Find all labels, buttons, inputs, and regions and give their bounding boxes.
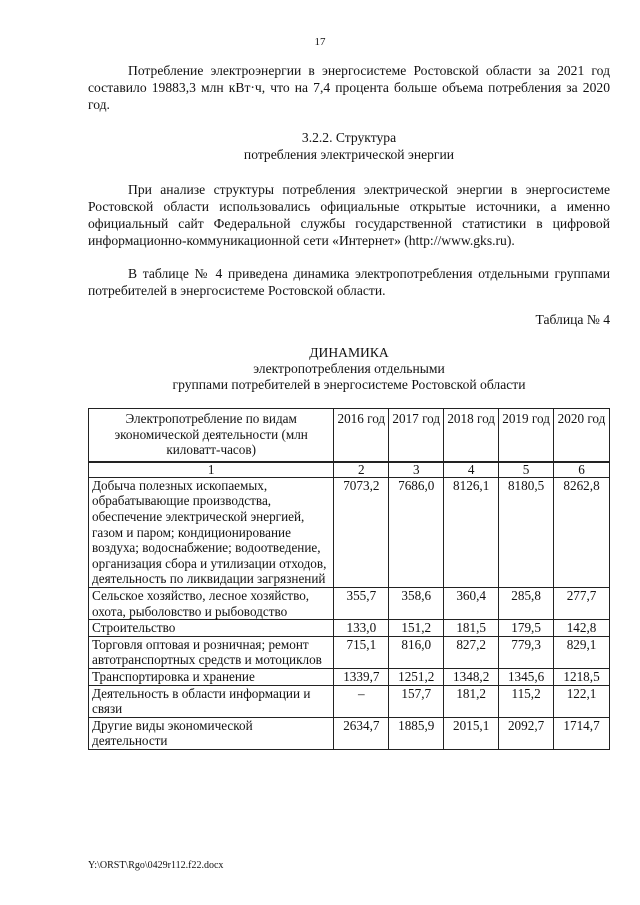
row-value: 179,5 <box>499 620 554 637</box>
table-header-row <box>89 409 610 462</box>
row-value: 829,1 <box>554 636 610 668</box>
table-row <box>89 477 610 587</box>
row-value: 1218,5 <box>554 668 610 685</box>
table-title-line3: группами потребителей в энергосистеме Ростовской области <box>172 377 526 392</box>
row-value: 2092,7 <box>499 717 554 749</box>
table-row <box>89 717 610 749</box>
row-value: 151,2 <box>389 620 444 637</box>
row-label: Другие виды экономической деятельности <box>89 717 334 749</box>
column-number: 5 <box>499 462 554 478</box>
header-year-2017: 2017 год <box>389 409 444 462</box>
section-subtitle: потребления электрической энергии <box>243 147 455 162</box>
row-value: 360,4 <box>444 587 499 619</box>
row-value: 1885,9 <box>389 717 444 749</box>
header-year-2018: 2018 год <box>444 409 499 462</box>
table-row <box>89 587 610 619</box>
table-title: ДИНАМИКА <box>309 345 389 360</box>
row-value: 181,5 <box>444 620 499 637</box>
column-number: 2 <box>334 462 389 478</box>
column-number: 1 <box>89 462 334 478</box>
row-value: 2015,1 <box>444 717 499 749</box>
row-label: Сельское хозяйство, лесное хозяйство, охота, рыболовство и рыбоводство <box>89 587 334 619</box>
page-number: 17 <box>314 36 326 48</box>
header-year-2016: 2016 год <box>334 409 389 462</box>
column-number: 3 <box>389 462 444 478</box>
row-value: 816,0 <box>389 636 444 668</box>
row-value: 8126,1 <box>444 477 499 587</box>
row-value: 355,7 <box>334 587 389 619</box>
table-title-line2: электропотребления отдельными <box>253 361 445 376</box>
row-value: 1714,7 <box>554 717 610 749</box>
row-value: 181,2 <box>444 685 499 717</box>
row-label: Деятельность в области информации и связи <box>89 685 334 717</box>
row-value: – <box>334 685 389 717</box>
table-label: Таблица № 4 <box>535 312 610 327</box>
row-value: 7073,2 <box>334 477 389 587</box>
row-value: 122,1 <box>554 685 610 717</box>
column-number: 6 <box>554 462 610 478</box>
paragraph-table-intro: В таблице № 4 приведена динамика электропотребления отдельными группами потребителей в энергосистеме Ростовской области. <box>88 266 610 298</box>
paragraph-sources: При анализе структуры потребления электрической энергии в энергосистеме Ростовской области использовались официальные открытые источники, а именно официальный сайт Федеральной службы государственной статистики в цифровой информационно-коммуникационной сети «Интернет» (http://www.gks.ru). <box>88 182 610 248</box>
row-label: Добыча полезных ископаемых, обрабатывающие производства, обеспечение электрической энергией, газом и паром; кондиционирование воздуха; водоснабжение; водоотведение, организация сбора и утилизации отходов, деятельность по ликвидации загрязнений <box>89 477 334 587</box>
table-row <box>89 668 610 685</box>
row-value: 1251,2 <box>389 668 444 685</box>
column-number: 4 <box>444 462 499 478</box>
row-value: 8180,5 <box>499 477 554 587</box>
header-year-2020: 2020 год <box>554 409 610 462</box>
row-label: Строительство <box>89 620 334 637</box>
row-value: 358,6 <box>389 587 444 619</box>
row-value: 8262,8 <box>554 477 610 587</box>
row-value: 1348,2 <box>444 668 499 685</box>
row-value: 277,7 <box>554 587 610 619</box>
table-row <box>89 620 610 637</box>
row-value: 115,2 <box>499 685 554 717</box>
intro-paragraph: Потребление электроэнергии в энергосистеме Ростовской области за 2021 год составило 19883,3 млн кВт·ч, что на 7,4 процента больше объема потребления за 2020 год. <box>88 63 610 112</box>
header-activity: Электропотребление по видам экономической деятельности (млн киловатт-часов) <box>89 409 334 462</box>
row-label: Транспортировка и хранение <box>89 668 334 685</box>
row-value: 7686,0 <box>389 477 444 587</box>
table-row <box>89 636 610 668</box>
row-value: 779,3 <box>499 636 554 668</box>
row-value: 157,7 <box>389 685 444 717</box>
footer-file-path: Y:\ORST\Rgo\0429r112.f22.docx <box>88 860 224 871</box>
table-row <box>89 685 610 717</box>
row-label: Торговля оптовая и розничная; ремонт автотранспортных средств и мотоциклов <box>89 636 334 668</box>
row-value: 142,8 <box>554 620 610 637</box>
consumption-table <box>88 408 610 750</box>
row-value: 2634,7 <box>334 717 389 749</box>
row-value: 133,0 <box>334 620 389 637</box>
section-heading: 3.2.2. Структура <box>301 130 397 145</box>
column-number-row <box>89 462 610 478</box>
row-value: 1345,6 <box>499 668 554 685</box>
header-year-2019: 2019 год <box>499 409 554 462</box>
row-value: 285,8 <box>499 587 554 619</box>
row-value: 1339,7 <box>334 668 389 685</box>
row-value: 827,2 <box>444 636 499 668</box>
row-value: 715,1 <box>334 636 389 668</box>
